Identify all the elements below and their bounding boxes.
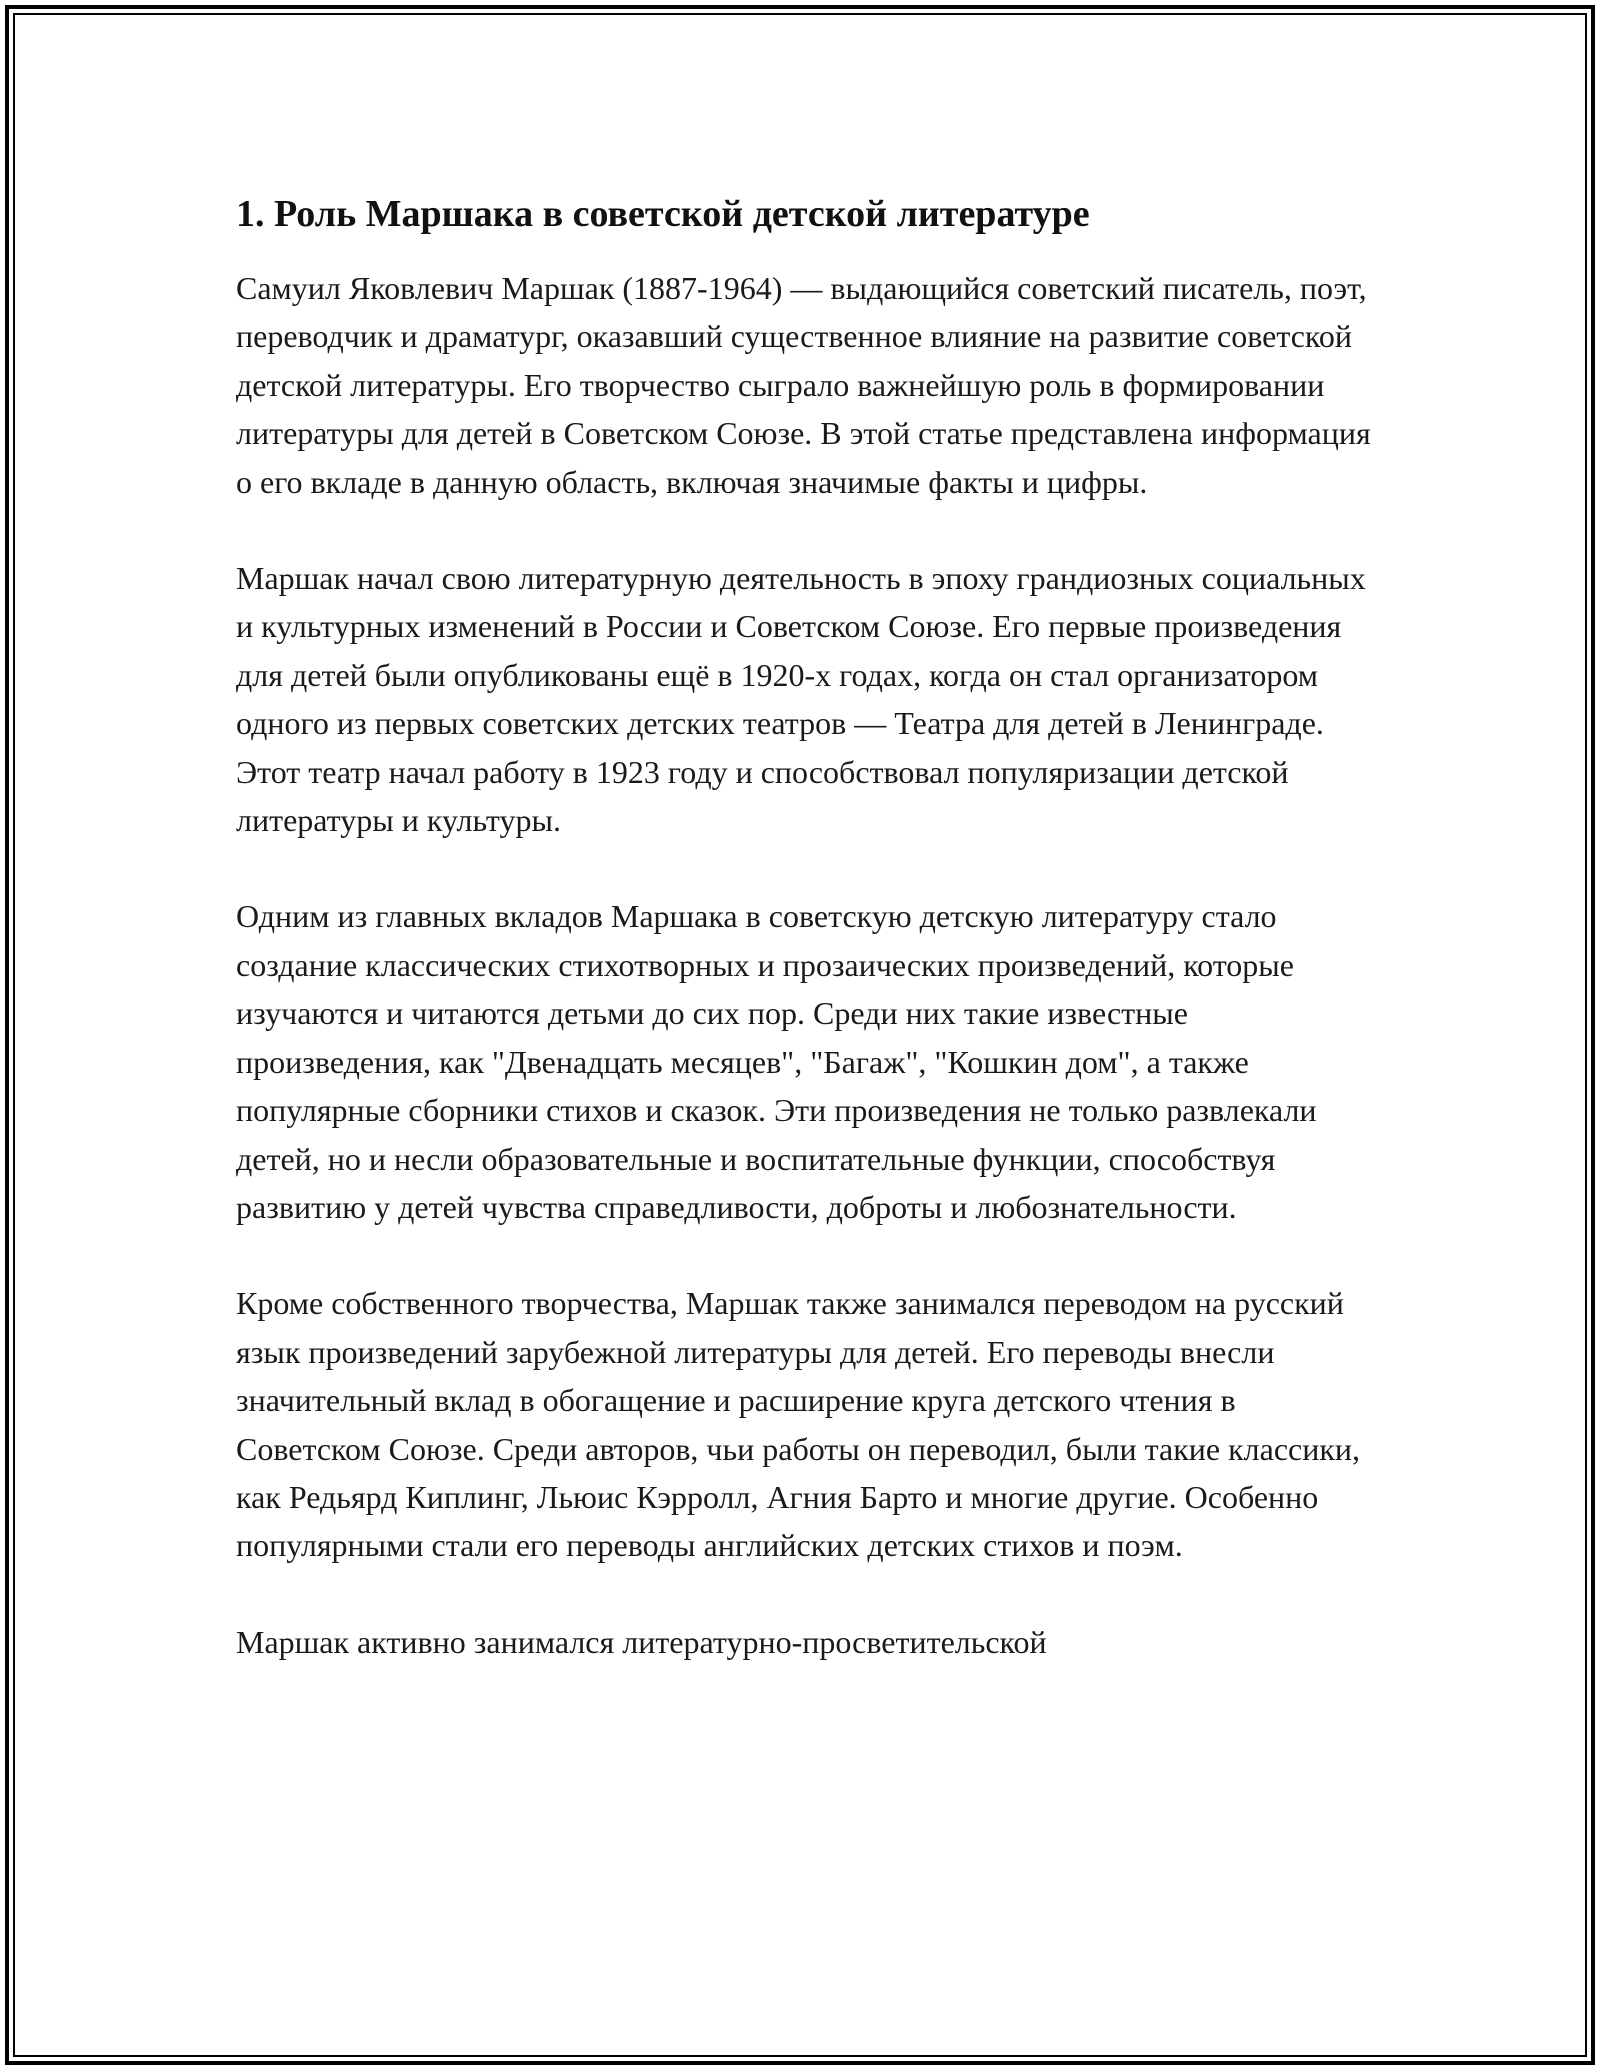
paragraph-2: Маршак начал свою литературную деятельность в эпоху грандиозных социальных и культурных изменений в России и Советском Союзе. Его первые произведения для детей были опубликованы ещё в 1920-х годах, когда он стал организатором одного из первых советских детских театров — Театра для детей в Ленинграде. Этот театр начал работу в 1923 году и способствовал популяризации детской литературы и культуры. [236,560,1366,839]
paragraph-5: Маршак активно занимался литературно-просветительской [236,1623,1047,1660]
paragraph-4: Кроме собственного творчества, Маршак также занимался переводом на русский язык произведений зарубежной литературы для детей. Его переводы внесли значительный вклад в обогащение и расширение круга детского чтения в Советском Союзе. Среди авторов, чьи работы он переводил, были такие классики, как Редьярд Киплинг, Льюис Кэрролл, Агния Барто и многие другие. Особенно популярными стали его переводы английских детских стихов и поэм. [236,1285,1361,1564]
document-page [236,186,1376,1714]
paragraph-3: Одним из главных вкладов Маршака в советскую детскую литературу стало создание классических стихотворных и прозаических произведений, которые изучаются и читаются детьми до сих пор. Среди них такие известные произведения, как "Двенадцать месяцев", "Багаж", "Кошкин дом", а также популярные сборники стихов и сказок. Эти произведения не только развлекали детей, но и несли образовательные и воспитательные функции, способствуя развитию у детей чувства справедливости, доброты и любознательности. [236,898,1317,1225]
page-title: 1. Роль Маршака в советской детской литературе [236,193,1090,235]
paragraph-1: Самуил Яковлевич Маршак (1887-1964) — выдающийся советский писатель, поэт, переводчик и драматург, оказавший существенное влияние на развитие советской детской литературы. Его творчество сыграло важнейшую роль в формировании литературы для детей в Советском Союзе. В этой статье представлена информация о его вкладе в данную область, включая значимые факты и цифры. [236,270,1371,500]
